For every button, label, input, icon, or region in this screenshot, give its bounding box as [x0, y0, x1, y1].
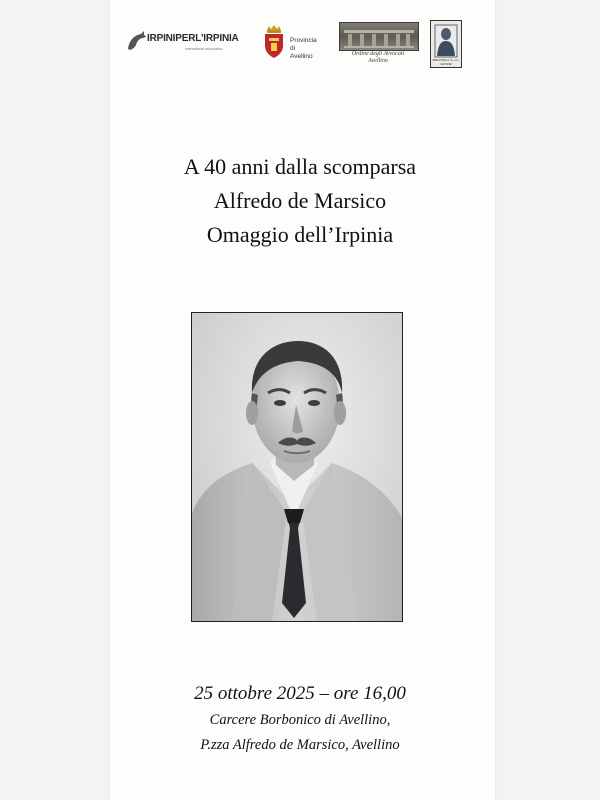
ordine-avvocati-logo [337, 20, 421, 72]
portrait-photo [191, 312, 403, 622]
event-address: P.zza Alfredo de Marsico, Avellino [200, 737, 400, 753]
biblioteca-logo [430, 20, 462, 68]
provincia-line2: Avellino [290, 53, 313, 60]
provincia-line1: Provincia di [290, 37, 317, 52]
ordine-line2: Avellino [368, 58, 388, 64]
biblioteca-caption: BIBLIOTECA "S. e G. CAPONE" [432, 58, 460, 66]
irpini-logo-tagline: international association [185, 47, 223, 51]
event-title [0, 150, 600, 252]
irpini-per-irpinia-logo [125, 28, 253, 58]
provincia-avellino-logo [262, 24, 322, 64]
title-line-2: Alfredo de Marsico [213, 188, 387, 213]
irpini-logo-text: IRPINIPERL'IRPINIA [147, 33, 239, 44]
building-relief-icon [339, 22, 419, 51]
ordine-line1: Ordine degli Avvocati [351, 51, 405, 57]
event-date: 25 ottobre 2025 – ore 16,00 [194, 683, 406, 704]
coat-of-arms-icon [262, 24, 286, 60]
event-venue: Carcere Borbonico di Avellino, [209, 712, 391, 728]
logo-bar [0, 20, 600, 72]
figure-emblem-icon [431, 23, 461, 59]
event-details [0, 680, 600, 758]
title-line-3: Omaggio dell’Irpinia [206, 222, 394, 247]
portrait-illustration [192, 313, 402, 621]
title-line-1: A 40 anni dalla scomparsa [183, 154, 417, 179]
